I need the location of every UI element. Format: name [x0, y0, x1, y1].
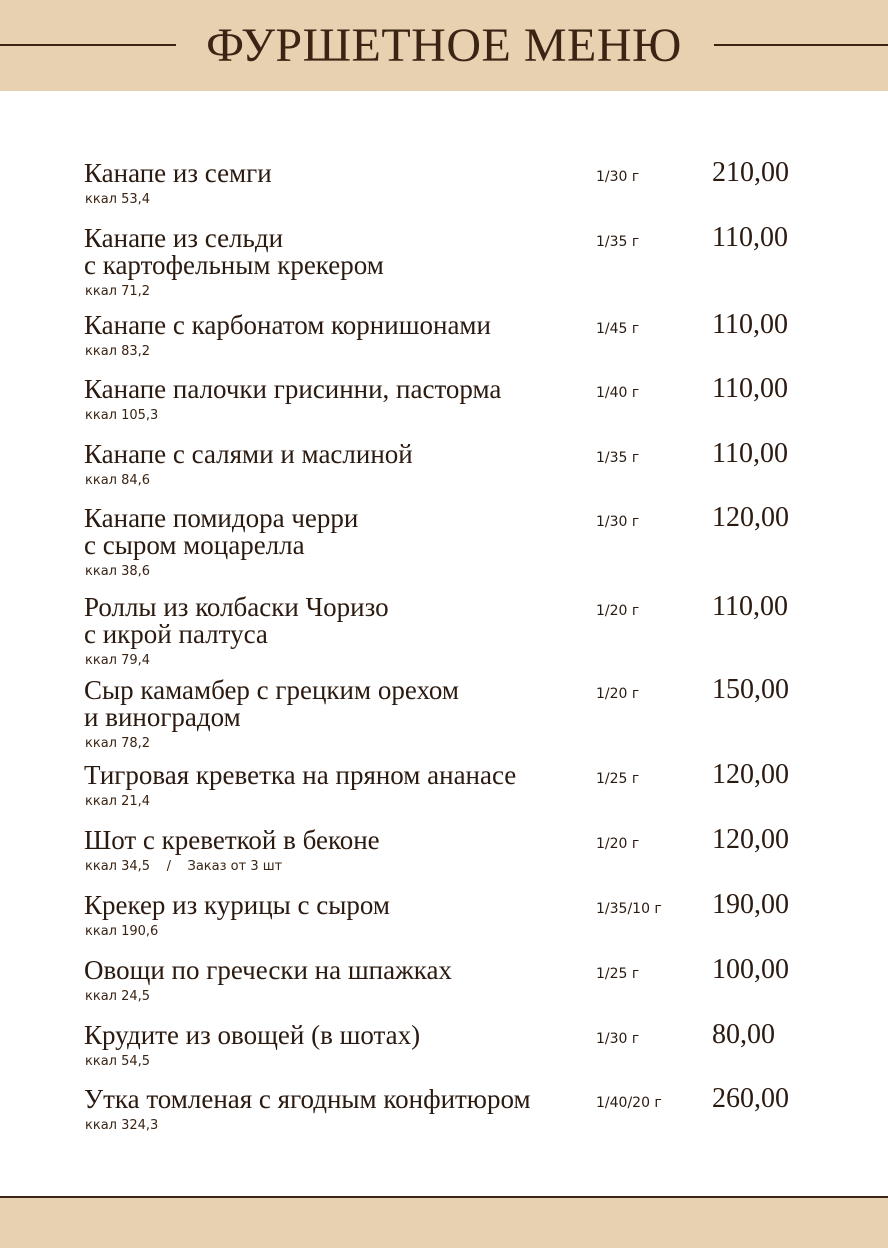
item-name-line: Утка томленая с ягодным конфитюром: [84, 1084, 531, 1114]
item-weight: 1/35 г: [596, 234, 640, 250]
item-price: 110,00: [712, 309, 788, 340]
item-kcal: ккал 190,6: [85, 924, 159, 939]
item-name: [84, 762, 594, 789]
item-price: 110,00: [712, 591, 788, 622]
item-name-line: Крудите из овощей (в шотах): [84, 1020, 421, 1050]
item-kcal: ккал 24,5: [85, 989, 151, 1004]
item-price: 190,00: [712, 889, 789, 920]
item-price: 210,00: [712, 157, 789, 188]
item-name-line: Роллы из колбаски Чоризо: [84, 592, 389, 622]
item-name-line: Канапе палочки грисинни, пасторма: [84, 374, 502, 404]
item-price: 110,00: [712, 222, 788, 253]
item-price: 150,00: [712, 674, 789, 705]
item-kcal: ккал 38,6: [85, 564, 151, 579]
item-price: 120,00: [712, 759, 789, 790]
item-kcal: ккал 34,5 / Заказ от 3 шт: [85, 859, 283, 874]
footer-band: [0, 1196, 888, 1248]
item-weight: 1/25 г: [596, 966, 640, 982]
item-name-line: и виноградом: [84, 702, 241, 732]
item-weight: 1/20 г: [596, 686, 640, 702]
item-name-line: Овощи по гречески на шпажках: [84, 955, 452, 985]
item-weight: 1/40/20 г: [596, 1095, 662, 1111]
item-kcal: ккал 78,2: [85, 736, 151, 751]
item-name-line: Канапе из сельди: [84, 223, 284, 253]
item-name-line: Сыр камамбер с грецким орехом: [84, 675, 459, 705]
item-kcal: ккал 84,6: [85, 473, 151, 488]
item-name-line: Шот с креветкой в беконе: [84, 825, 380, 855]
item-name: [84, 312, 594, 339]
item-name: [84, 376, 594, 403]
item-name: [84, 225, 594, 279]
item-price: 110,00: [712, 373, 788, 404]
item-price: 110,00: [712, 438, 788, 469]
item-weight: 1/25 г: [596, 771, 640, 787]
item-price: 80,00: [712, 1019, 775, 1050]
item-price: 120,00: [712, 824, 789, 855]
item-weight: 1/20 г: [596, 836, 640, 852]
item-name: [84, 1086, 594, 1113]
footer-rule: [0, 1196, 888, 1198]
item-weight: 1/35 г: [596, 450, 640, 466]
page-title: ФУРШЕТНОЕ МЕНЮ: [206, 19, 682, 72]
item-kcal: ккал 21,4: [85, 794, 151, 809]
item-weight: 1/45 г: [596, 321, 640, 337]
item-name: [84, 827, 594, 854]
item-name: [84, 892, 594, 919]
item-name-line: с сыром моцарелла: [84, 530, 305, 560]
item-kcal: ккал 105,3: [85, 408, 159, 423]
item-weight: 1/30 г: [596, 1031, 640, 1047]
item-weight: 1/40 г: [596, 385, 640, 401]
item-name: [84, 1022, 594, 1049]
item-price: 260,00: [712, 1083, 789, 1114]
item-name-line: Крекер из курицы с сыром: [84, 890, 390, 920]
item-name: [84, 957, 594, 984]
item-name: [84, 160, 594, 187]
item-weight: 1/30 г: [596, 169, 640, 185]
item-weight: 1/20 г: [596, 603, 640, 619]
item-name: [84, 594, 594, 648]
item-name-line: с картофельным крекером: [84, 250, 384, 280]
item-kcal: ккал 83,2: [85, 344, 151, 359]
item-name: [84, 677, 594, 731]
item-name-line: Канапе помидора черри: [84, 503, 359, 533]
item-price: 120,00: [712, 502, 789, 533]
item-name-line: Канапе из семги: [84, 158, 272, 188]
item-name-line: Канапе с салями и маслиной: [84, 439, 413, 469]
item-kcal: ккал 71,2: [85, 284, 151, 299]
item-weight: 1/30 г: [596, 514, 640, 530]
item-price: 100,00: [712, 954, 789, 985]
item-kcal: ккал 53,4: [85, 192, 151, 207]
item-kcal: ккал 79,4: [85, 653, 151, 668]
item-name-line: Канапе с карбонатом корнишонами: [84, 310, 491, 340]
item-kcal: ккал 324,3: [85, 1118, 159, 1133]
item-name: [84, 505, 594, 559]
item-name-line: с икрой палтуса: [84, 619, 268, 649]
item-name: [84, 441, 594, 468]
item-name-line: Тигровая креветка на пряном ананасе: [84, 760, 517, 790]
item-kcal: ккал 54,5: [85, 1054, 151, 1069]
item-weight: 1/35/10 г: [596, 901, 662, 917]
